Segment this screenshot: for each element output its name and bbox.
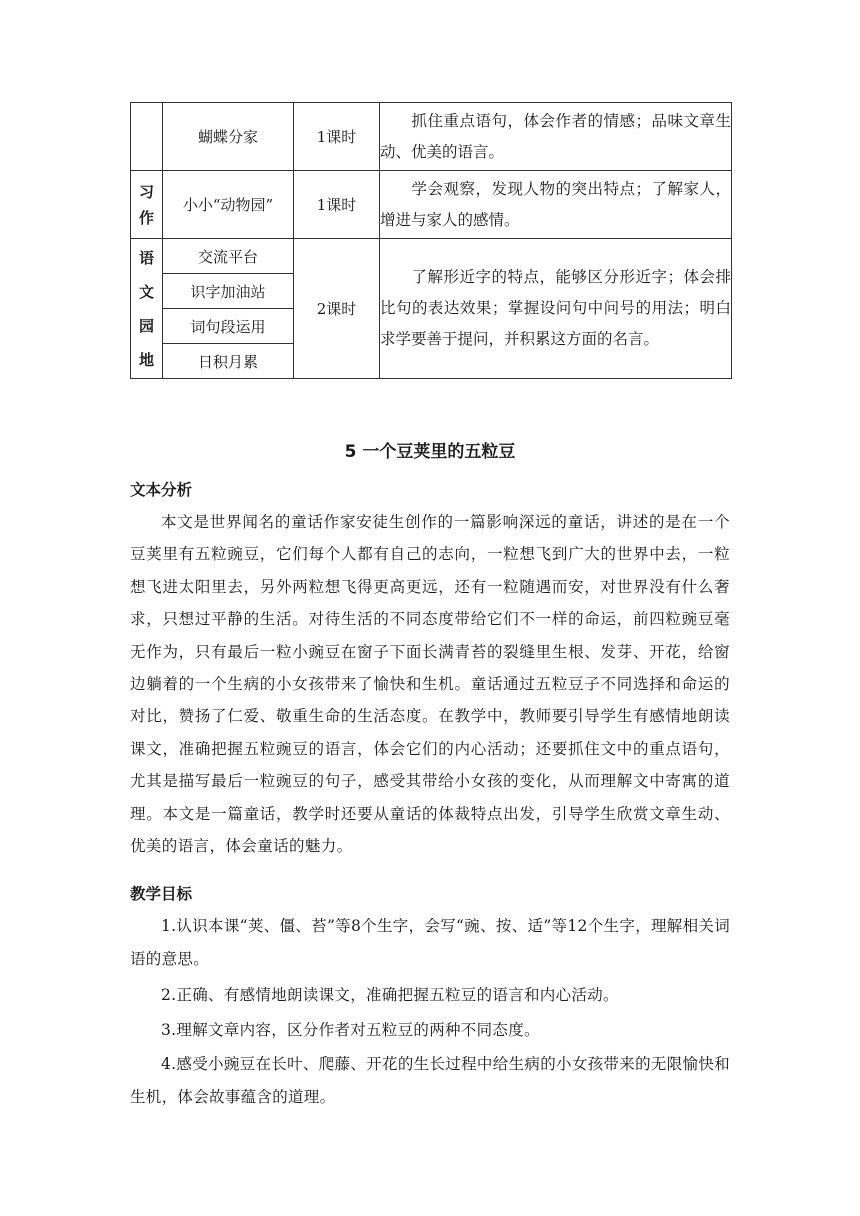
category-char: 文: [138, 282, 154, 301]
goal-cell: [380, 239, 732, 379]
analysis-paragraph: 本文是世界闻名的童话作家安徒生创作的一篇影响深远的童话，讲述的是在一个豆荚里有五粒豌豆，它们每个人都有自己的志向，一粒想飞到广大的世界中去，一粒想飞进太阳里去，另外两粒想飞得更高更远，还有一粒随遇而安，对世界没有什么奢求，只想过平静的生活。对待生活的不同态度带给它们不一样的命运，前四粒豌豆毫无作为，只有最后一粒小豌豆在窗子下面长满青苔的裂缝里生根、发芽、开花，给窗边躺着的一个生病的小女孩带来了愉快和生机。童话通过五粒豆子不同选择和命运的对比，赞扬了仁爱、敬重生命的生活态度。在教学中，教师要引导学生有感情地朗读课文，准确把握五粒豌豆的语言，体会它们的内心活动；还要抓住文中的重点语句，尤其是描写最后一粒豌豆的句子，感受其带给小女孩的变化，从而理解文中寄寓的道理。本文是一篇童话，教学时还要从童话的体裁特点出发，引导学生欣赏文章生动、优美的语言，体会童话的魅力。: [130, 513, 730, 856]
category-char: 园: [138, 316, 154, 335]
goal-item: 3.理解文章内容，区分作者对五粒豆的两种不同态度。: [161, 1021, 540, 1039]
section-heading-goals: 教学目标: [130, 885, 193, 903]
item-cell: 蝴蝶分家: [163, 103, 294, 171]
lesson-title: 5 一个豆荚里的五粒豆: [344, 442, 516, 462]
item-cell: 识字加油站: [163, 274, 294, 309]
category-cell: 习作: [131, 171, 163, 239]
category-char: 语: [138, 248, 154, 267]
table-row: [131, 239, 732, 274]
hours-cell: 2课时: [294, 239, 380, 379]
hours-cell: 1课时: [294, 171, 380, 239]
goal-item: 4.感受小豌豆在长叶、爬藤、开花的生长过程中给生病的小女孩带来的无限愉快和生机，体会故事蕴含的道理。: [130, 1055, 730, 1106]
goal-item: 2.正确、有感情地朗读课文，准确把握五粒豆的语言和内心活动。: [161, 986, 619, 1004]
category-cell: [131, 103, 163, 171]
item-cell: 小小“动物园”: [163, 171, 294, 239]
item-cell: 词句段运用: [163, 309, 294, 344]
goal-item: 1.认识本课“荚、僵、苔”等8个生字，会写“豌、按、适”等12个生字，理解相关词语的意思。: [130, 917, 730, 968]
hours-cell: 1课时: [294, 103, 380, 171]
goal-text: 了解形近字的特点，能够区分形近字；体会排比句的表达效果；掌握设问句中问号的用法；明白求学要善于提问，并积累这方面的名言。: [380, 268, 731, 348]
item-cell: 日积月累: [163, 344, 294, 379]
table-row: [131, 103, 732, 171]
item-cell: 交流平台: [163, 239, 294, 274]
goal-text: 抓住重点语句，体会作者的情感；品味文章生动、优美的语言。: [380, 111, 731, 161]
category-char: 地: [138, 350, 154, 369]
goal-cell: [380, 171, 732, 239]
lesson-plan-table: [130, 102, 732, 379]
table-row: [131, 171, 732, 239]
category-cell: [131, 239, 163, 379]
goal-cell: [380, 103, 732, 171]
goal-text: 学会观察，发现人物的突出特点；了解家人，增进与家人的感情。: [380, 179, 731, 229]
section-heading-analysis: 文本分析: [130, 481, 193, 499]
